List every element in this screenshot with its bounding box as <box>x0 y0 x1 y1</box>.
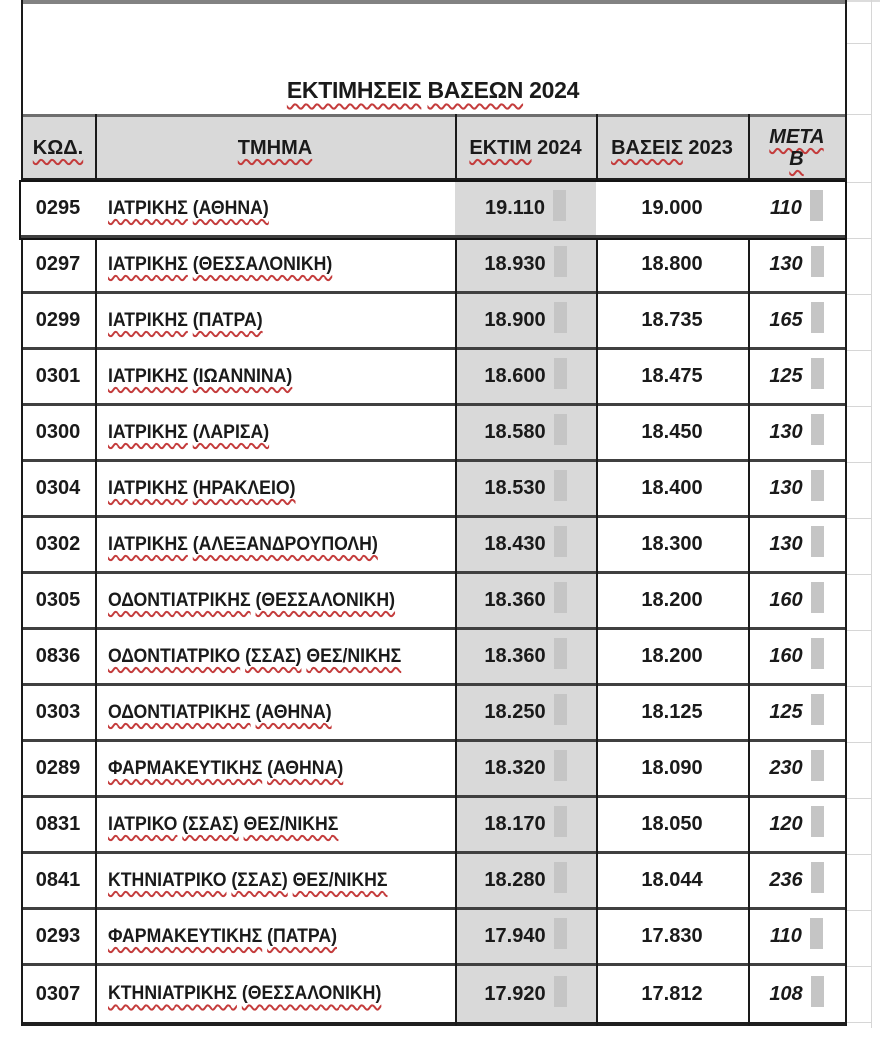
cell-code[interactable]: 0299 <box>35 309 81 331</box>
cell-estimate-2024[interactable] <box>455 966 596 1022</box>
col-header-department-label <box>238 137 312 159</box>
word: ΚΤΗΝΙΑΤΡΙΚΗΣ <box>108 983 237 1004</box>
table-row <box>21 574 845 630</box>
change-value: 130 <box>769 533 803 555</box>
highlight-marker <box>811 976 824 1007</box>
word: 2024 <box>537 136 582 159</box>
change-value: 230 <box>769 757 803 779</box>
estimate-value: 18.170 <box>484 813 546 835</box>
table-row <box>21 350 845 406</box>
word: (ΠΑΤΡΑ) <box>267 925 337 947</box>
highlight-marker <box>554 750 567 781</box>
col-header-estimate-2024[interactable] <box>455 117 596 178</box>
cell-base-2023[interactable]: 18.735 <box>641 309 703 331</box>
estimate-value: 18.360 <box>484 589 546 611</box>
highlight-marker <box>554 694 567 725</box>
grid-line <box>455 114 457 1026</box>
cell-estimate-2024[interactable] <box>455 910 596 963</box>
highlight-marker <box>811 470 824 501</box>
grid-line <box>845 0 847 1026</box>
word: ΒΑΣΕΙΣ <box>611 136 683 159</box>
cell-department[interactable] <box>95 686 455 739</box>
highlight-marker <box>810 918 823 949</box>
header-row <box>21 114 845 182</box>
cell-change[interactable] <box>748 462 845 515</box>
word: 2024 <box>529 77 580 103</box>
estimate-value: 17.920 <box>484 982 546 1005</box>
highlight-marker <box>811 582 824 613</box>
change-value: 130 <box>769 477 803 499</box>
cell-code[interactable]: 0831 <box>35 813 81 835</box>
cell-estimate-2024[interactable] <box>455 574 596 627</box>
cell-estimate-2024[interactable] <box>455 238 596 291</box>
grid-line <box>847 182 871 183</box>
word: (ΑΛΕΞΑΝΔΡΟΥΠΟΛΗ) <box>192 533 378 555</box>
word: ΘΕΣ/ΝΙΚΗΣ <box>306 645 402 667</box>
table-row <box>21 686 845 742</box>
grid-line <box>847 294 871 295</box>
cell-department[interactable] <box>95 238 455 291</box>
department-name <box>108 310 263 332</box>
word: ΙΑΤΡΙΚΗΣ <box>108 309 188 331</box>
cell-department[interactable] <box>95 966 455 1022</box>
word: 2023 <box>688 136 733 159</box>
word: ΘΕΣ/ΝΙΚΗΣ <box>292 869 388 891</box>
word: (ΣΣΑΣ) <box>245 645 302 667</box>
cell-department[interactable] <box>95 294 455 347</box>
estimate-value: 18.600 <box>484 365 546 387</box>
cell-change[interactable] <box>748 686 845 739</box>
highlight-marker <box>811 358 824 389</box>
grid-line <box>596 114 598 1026</box>
grid-line <box>847 742 871 743</box>
col-header-code[interactable] <box>21 117 95 178</box>
highlight-marker <box>554 862 567 893</box>
col-header-estimate-2024-label <box>469 137 581 159</box>
cell-base-2023[interactable]: 18.044 <box>641 869 703 891</box>
word: ΕΚΤΙΜΗΣΕΙΣ <box>286 77 422 103</box>
highlight-marker <box>811 246 824 277</box>
table-row <box>21 462 845 518</box>
cell-estimate-2024[interactable] <box>455 742 596 795</box>
grid-line <box>748 114 750 1026</box>
cell-base-2023[interactable]: 18.450 <box>641 421 703 443</box>
word: (ΛΑΡΙΣΑ) <box>192 421 270 443</box>
change-value: 125 <box>769 365 803 387</box>
cell-base-2023[interactable]: 18.800 <box>641 253 703 275</box>
word: ΟΔΟΝΤΙΑΤΡΙΚΗΣ <box>108 701 251 723</box>
cell-code[interactable]: 0841 <box>35 869 81 891</box>
word: (ΘΕΣΣΑΛΟΝΙΚΗ) <box>241 983 382 1004</box>
change-value: 160 <box>769 645 803 667</box>
department-name <box>108 422 269 444</box>
cell-code[interactable]: 0301 <box>35 365 81 387</box>
department-name <box>108 870 387 892</box>
cell-base-2023[interactable]: 18.200 <box>641 645 703 667</box>
cell-change[interactable] <box>748 966 845 1022</box>
cell-code[interactable]: 0300 <box>35 421 81 443</box>
change-value: 110 <box>770 925 802 947</box>
word: ΙΑΤΡΙΚΗΣ <box>108 365 188 387</box>
cell-base-2023[interactable]: 18.125 <box>641 701 703 723</box>
highlight-marker <box>554 918 567 949</box>
table-body <box>21 182 845 1026</box>
estimates-table <box>21 0 845 1026</box>
cell-estimate-2024[interactable] <box>455 294 596 347</box>
highlight-marker <box>554 414 567 445</box>
title-cell[interactable] <box>21 0 845 114</box>
department-name <box>108 254 332 276</box>
grid-line <box>847 630 871 631</box>
estimate-value: 18.360 <box>484 645 546 667</box>
cell-change[interactable] <box>748 798 845 851</box>
change-value: 108 <box>769 982 803 1005</box>
change-value: 125 <box>769 701 803 723</box>
cell-base-2023[interactable]: 17.812 <box>641 982 703 1005</box>
word: ΘΕΣ/ΝΙΚΗΣ <box>243 813 339 835</box>
cell-estimate-2024[interactable] <box>455 798 596 851</box>
cell-department[interactable] <box>95 910 455 963</box>
department-name <box>108 926 337 948</box>
word: (ΣΣΑΣ) <box>231 869 288 891</box>
cell-code[interactable]: 0836 <box>35 645 81 667</box>
grid-line <box>95 114 97 1026</box>
cell-change[interactable] <box>748 406 845 459</box>
cell-code[interactable]: 0304 <box>35 477 81 499</box>
estimate-value: 18.430 <box>484 533 546 555</box>
word: ΕΚΤΙΜ <box>469 136 532 159</box>
estimate-value: 18.900 <box>484 309 546 331</box>
estimate-value: 18.930 <box>484 253 546 275</box>
cell-estimate-2024[interactable] <box>455 518 596 571</box>
grid-line <box>847 114 871 115</box>
word: ΚΤΗΝΙΑΤΡΙΚΟ <box>108 869 227 891</box>
cell-change[interactable] <box>748 854 845 907</box>
word: ΦΑΡΜΑΚΕΥΤΙΚΗΣ <box>108 757 263 779</box>
cell-estimate-2024[interactable] <box>455 462 596 515</box>
table-row <box>21 630 845 686</box>
cell-change[interactable] <box>748 630 845 683</box>
word: ΒΑΣΕΩΝ <box>427 77 524 103</box>
estimate-value: 18.580 <box>484 421 546 443</box>
word: ΜΕΤΑ <box>769 125 824 148</box>
highlight-marker <box>810 190 823 221</box>
cell-department[interactable] <box>95 518 455 571</box>
word: (ΣΣΑΣ) <box>182 813 239 835</box>
word: ΙΑΤΡΙΚΗΣ <box>108 197 188 219</box>
cell-change[interactable] <box>748 182 845 235</box>
highlight-marker <box>811 694 824 725</box>
highlight-marker <box>554 470 567 501</box>
highlight-marker <box>554 246 567 277</box>
estimate-value: 18.530 <box>484 477 546 499</box>
highlight-marker <box>554 806 567 837</box>
word: ΟΔΟΝΤΙΑΤΡΙΚΟ <box>108 645 241 667</box>
table-row <box>21 518 845 574</box>
grid-line <box>847 966 871 967</box>
col-header-department[interactable] <box>95 117 455 178</box>
change-value: 165 <box>769 309 803 331</box>
grid-line <box>847 462 871 463</box>
cell-estimate-2024[interactable] <box>455 350 596 403</box>
word: (ΠΑΤΡΑ) <box>192 309 263 331</box>
word: ΦΑΡΜΑΚΕΥΤΙΚΗΣ <box>108 925 263 947</box>
word: ΙΑΤΡΙΚΗΣ <box>108 533 188 555</box>
cell-base-2023[interactable]: 18.400 <box>641 477 703 499</box>
grid-line <box>847 686 871 687</box>
grid-line <box>847 574 871 575</box>
word: ΙΑΤΡΙΚΗΣ <box>108 253 188 275</box>
table-row <box>21 854 845 910</box>
word: ΟΔΟΝΤΙΑΤΡΙΚΗΣ <box>108 589 251 611</box>
cell-code[interactable]: 0303 <box>35 701 81 723</box>
highlight-marker <box>811 302 824 333</box>
highlight-marker <box>811 414 824 445</box>
grid-line <box>21 0 23 1026</box>
department-name <box>108 646 401 668</box>
grid-line <box>847 1022 871 1023</box>
table-row <box>21 406 845 462</box>
grid-line <box>871 0 872 1028</box>
cell-department[interactable] <box>95 854 455 907</box>
table-row <box>21 910 845 966</box>
cell-base-2023[interactable]: 18.475 <box>641 365 703 387</box>
change-value: 110 <box>770 197 802 219</box>
highlight-marker <box>554 526 567 557</box>
grid-line <box>847 43 871 44</box>
highlight-marker <box>811 526 824 557</box>
cell-code[interactable]: 0305 <box>35 589 81 611</box>
change-value: 236 <box>769 869 803 891</box>
highlight-marker <box>811 750 824 781</box>
cell-estimate-2024[interactable] <box>455 630 596 683</box>
col-header-code-label <box>33 137 83 159</box>
word: ΙΑΤΡΙΚΗΣ <box>108 477 188 499</box>
cell-code[interactable]: 0293 <box>35 925 81 947</box>
grid-line <box>847 350 871 351</box>
cell-department[interactable] <box>95 350 455 403</box>
table-row <box>21 798 845 854</box>
cell-change[interactable] <box>748 294 845 347</box>
department-name <box>108 590 395 612</box>
word: ΙΑΤΡΙΚΟ <box>108 813 178 835</box>
cell-base-2023[interactable]: 18.300 <box>641 533 703 555</box>
cell-code[interactable]: 0302 <box>35 533 81 555</box>
department-name <box>108 983 381 1005</box>
highlight-marker <box>554 582 567 613</box>
estimate-value: 19.110 <box>484 197 546 219</box>
cell-code[interactable]: 0295 <box>35 197 81 219</box>
table-row <box>21 294 845 350</box>
change-value: 160 <box>769 589 803 611</box>
cell-department[interactable] <box>95 630 455 683</box>
highlight-marker <box>554 358 567 389</box>
word: (ΑΘΗΝΑ) <box>267 757 344 779</box>
cell-change[interactable] <box>748 910 845 963</box>
cell-department[interactable] <box>95 798 455 851</box>
estimate-value: 18.280 <box>484 869 546 891</box>
cell-estimate-2024[interactable] <box>455 854 596 907</box>
word: (ΗΡΑΚΛΕΙΟ) <box>192 477 296 499</box>
grid-line <box>847 798 871 799</box>
highlight-marker <box>554 638 567 669</box>
highlight-marker <box>811 638 824 669</box>
cell-change[interactable] <box>748 518 845 571</box>
cell-change[interactable] <box>748 742 845 795</box>
grid-line <box>847 518 871 519</box>
cell-base-2023[interactable]: 18.090 <box>641 757 703 779</box>
table-row <box>21 182 845 238</box>
change-value: 130 <box>769 421 803 443</box>
estimate-value: 18.250 <box>484 701 546 723</box>
highlight-marker <box>553 190 566 221</box>
cell-estimate-2024[interactable] <box>455 182 596 235</box>
table-row <box>21 966 845 1026</box>
cell-department[interactable] <box>95 406 455 459</box>
word: ΤΜΗΜΑ <box>237 136 313 159</box>
cell-change[interactable] <box>748 350 845 403</box>
col-header-base-2023[interactable] <box>596 117 748 178</box>
cell-code[interactable]: 0289 <box>35 757 81 779</box>
word: ΙΑΤΡΙΚΗΣ <box>108 421 188 443</box>
highlight-marker <box>811 862 824 893</box>
table-title <box>287 77 579 104</box>
cell-department[interactable] <box>95 742 455 795</box>
grid-line <box>847 238 871 239</box>
highlight-marker <box>554 976 567 1007</box>
change-value: 130 <box>769 253 803 275</box>
cell-department[interactable] <box>95 462 455 515</box>
col-header-change[interactable] <box>748 117 845 178</box>
department-name <box>108 478 295 500</box>
cell-base-2023[interactable]: 17.830 <box>641 925 703 947</box>
estimate-value: 17.940 <box>484 925 546 947</box>
cell-code[interactable]: 0297 <box>35 253 81 275</box>
department-name <box>108 534 378 556</box>
cell-base-2023[interactable]: 19.000 <box>641 197 703 219</box>
grid-line <box>847 910 871 911</box>
estimate-value: 18.320 <box>484 757 546 779</box>
grid-line <box>847 406 871 407</box>
cell-code[interactable]: 0307 <box>35 982 81 1005</box>
department-name <box>108 758 343 780</box>
department-name <box>108 814 338 836</box>
department-name <box>108 198 269 220</box>
cell-estimate-2024[interactable] <box>455 686 596 739</box>
col-header-change-label <box>766 126 828 170</box>
cell-change[interactable] <box>748 238 845 291</box>
cell-base-2023[interactable]: 18.200 <box>641 589 703 611</box>
change-value: 120 <box>769 813 803 835</box>
cell-base-2023[interactable]: 18.050 <box>641 813 703 835</box>
cell-department[interactable] <box>95 182 455 235</box>
grid-line <box>847 0 880 2</box>
cell-estimate-2024[interactable] <box>455 406 596 459</box>
word: (ΑΘΗΝΑ) <box>192 197 269 219</box>
department-name <box>108 702 332 724</box>
word: (ΙΩΑΝΝΙΝΑ) <box>192 365 293 387</box>
word: (ΑΘΗΝΑ) <box>255 701 332 723</box>
word: ΚΩΔ. <box>32 136 84 159</box>
table-row <box>21 742 845 798</box>
table-row <box>21 238 845 294</box>
word: (ΘΕΣΣΑΛΟΝΙΚΗ) <box>192 253 333 275</box>
word: Β <box>789 147 804 170</box>
cell-change[interactable] <box>748 574 845 627</box>
department-name <box>108 366 292 388</box>
grid-line <box>847 854 871 855</box>
word: (ΘΕΣΣΑΛΟΝΙΚΗ) <box>255 589 396 611</box>
col-header-base-2023-label <box>611 137 733 159</box>
cell-department[interactable] <box>95 574 455 627</box>
highlight-marker <box>811 806 824 837</box>
highlight-marker <box>554 302 567 333</box>
